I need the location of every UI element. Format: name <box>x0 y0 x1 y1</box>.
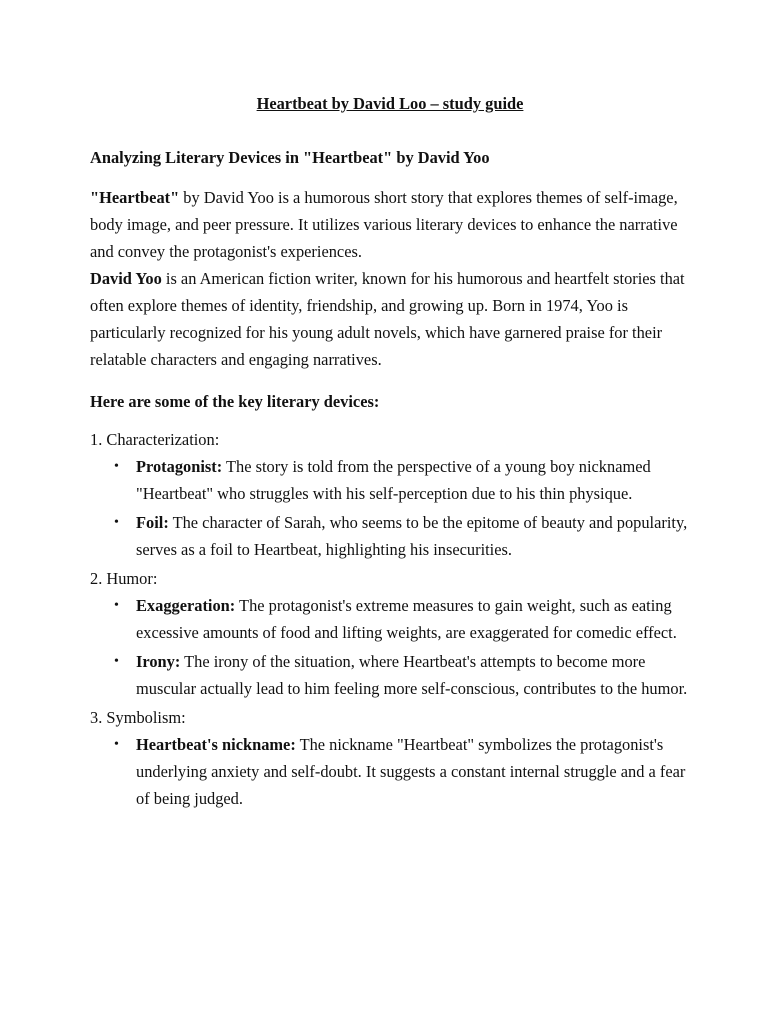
list-item-text: The protagonist's extreme measures to gain weight, such as eating excessive amounts of food and lifting weights, are exaggerated for comedic effect. <box>136 596 677 642</box>
bullet-list-humor <box>90 592 690 702</box>
list-item <box>114 592 690 646</box>
author-bold-name: David Yoo <box>90 269 162 288</box>
bullet-list-symbolism <box>90 731 690 812</box>
section-heading: Analyzing Literary Devices in "Heartbeat" by David Yoo <box>90 148 490 167</box>
document-page <box>90 92 690 814</box>
list-item-term: Heartbeat's nickname: <box>136 735 296 754</box>
list-item-term: Irony: <box>136 652 181 671</box>
list-item <box>114 453 690 507</box>
author-text: is an American fiction writer, known for his humorous and heartfelt stories that often explore themes of identity, friendship, and growing up. Born in 1974, Yoo is particularly recognized for his young adult novels, which have garnered praise for their relatable characters and engaging narratives. <box>90 269 685 369</box>
devices-heading: Here are some of the key literary devices: <box>90 392 380 411</box>
list-item <box>114 509 690 563</box>
list-item-term: Protagonist: <box>136 457 223 476</box>
bullet-icon: • <box>114 737 119 752</box>
section-label-characterization: 1. Characterization: <box>90 430 220 449</box>
list-item-text: The character of Sarah, who seems to be the epitome of beauty and popularity, serves as a foil to Heartbeat, highlighting his insecurities. <box>136 513 688 559</box>
bullet-icon: • <box>114 598 119 613</box>
bullet-icon: • <box>114 459 119 474</box>
list-item <box>114 731 690 812</box>
list-item-text: The nickname "Heartbeat" symbolizes the protagonist's underlying anxiety and self-doubt. It suggests a constant internal struggle and a fear of being judged. <box>136 735 686 808</box>
document-title: Heartbeat by David Loo – study guide <box>256 94 524 113</box>
intro-bold-title: "Heartbeat" <box>90 188 180 207</box>
author-paragraph <box>90 265 690 373</box>
section-label-humor: 2. Humor: <box>90 569 158 588</box>
bullet-icon: • <box>114 654 119 669</box>
bullet-icon: • <box>114 515 119 530</box>
bullet-list-characterization <box>90 453 690 563</box>
section-label-symbolism: 3. Symbolism: <box>90 708 186 727</box>
intro-text: by David Yoo is a humorous short story that explores themes of self-image, body image, and peer pressure. It utilizes various literary devices to enhance the narrative and convey the protagonist's experiences. <box>90 188 678 261</box>
list-item-text: The irony of the situation, where Heartbeat's attempts to become more muscular actually lead to him feeling more self-conscious, contributes to the humor. <box>136 652 688 698</box>
list-item-text: The story is told from the perspective of a young boy nicknamed "Heartbeat" who struggles with his self-perception due to his thin physique. <box>136 457 651 503</box>
intro-paragraph <box>90 184 690 265</box>
list-item <box>114 648 690 702</box>
list-item-term: Foil: <box>136 513 169 532</box>
list-item-term: Exaggeration: <box>136 596 236 615</box>
